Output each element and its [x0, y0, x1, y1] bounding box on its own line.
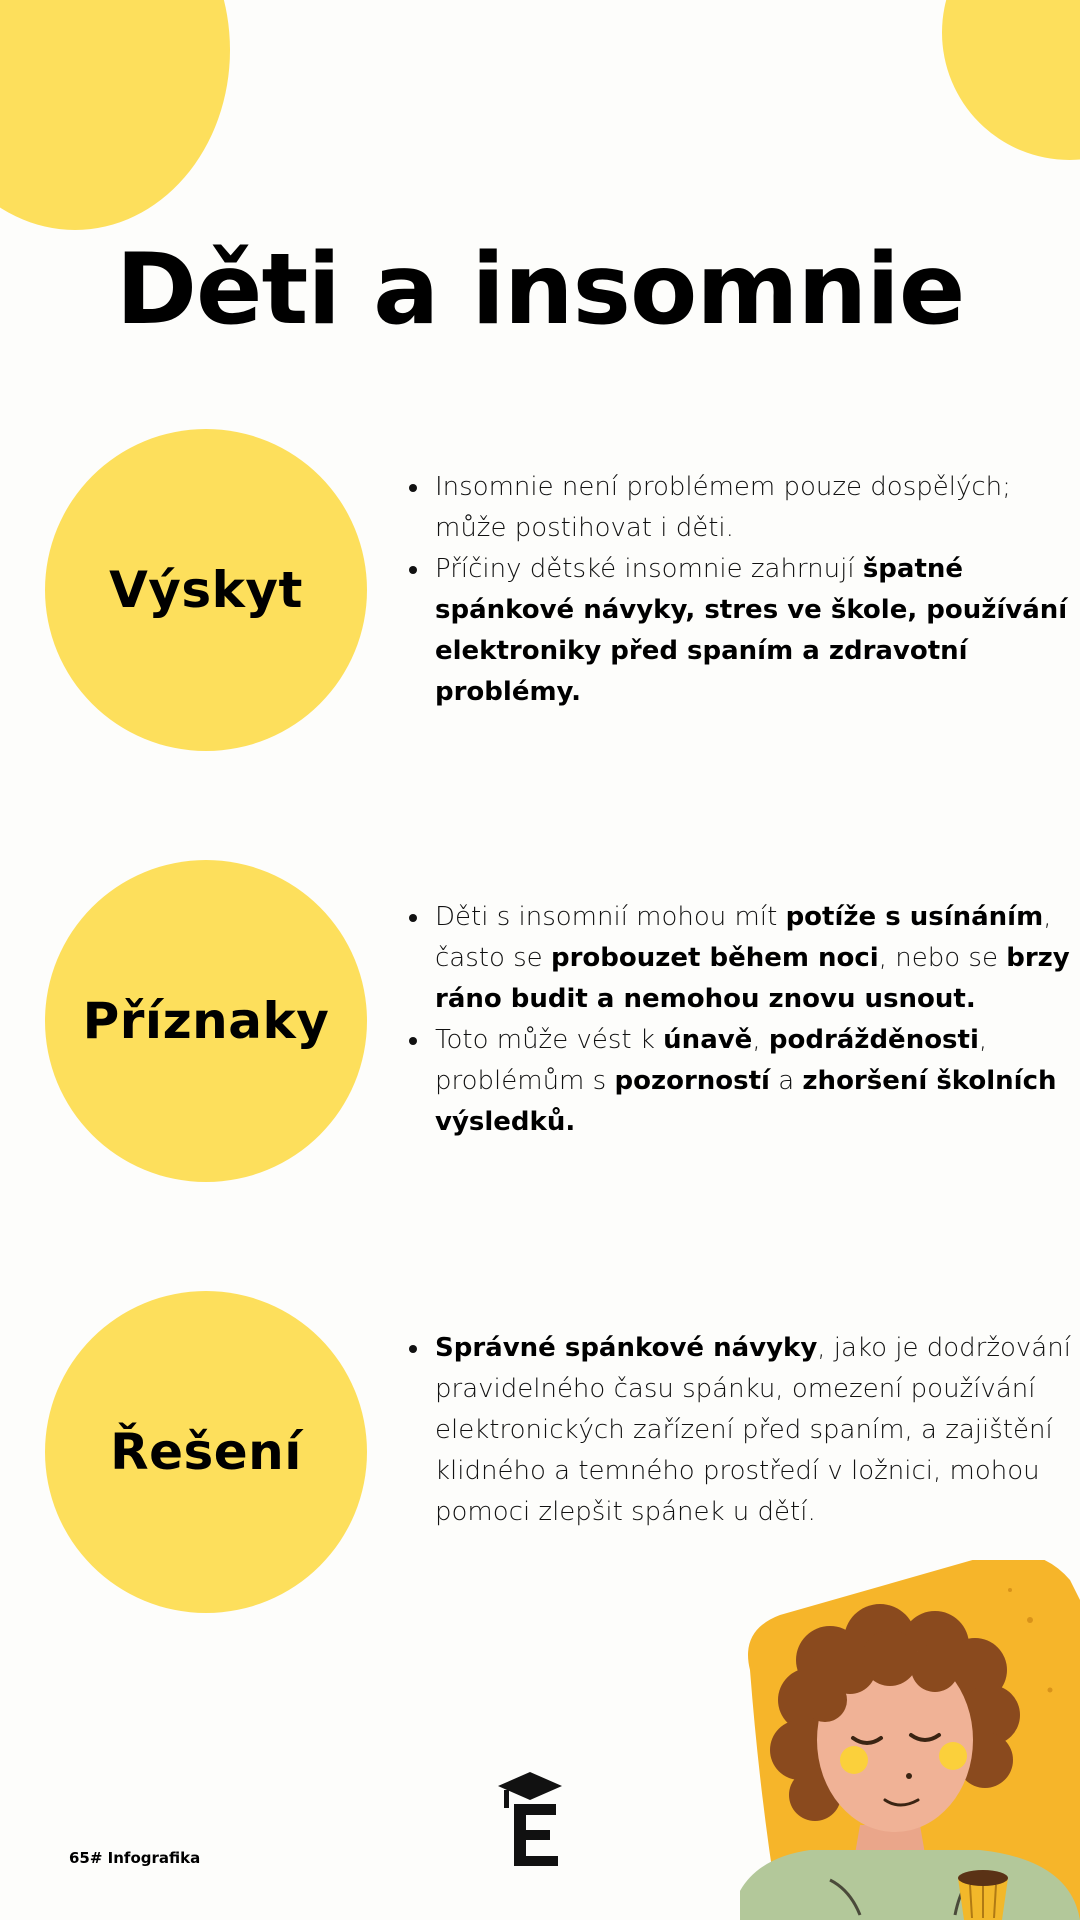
bullet-text-bold: zhoršení školních výsledků.: [435, 1066, 1057, 1137]
bullet-text-bold: podrážděnosti: [768, 1025, 979, 1055]
bullet-text-bold: brzy ráno budit a nemohou znovu usnout.: [435, 943, 1070, 1014]
bullet-item: [435, 1328, 1075, 1533]
section-badge-priznaky: [45, 860, 367, 1182]
graduation-cap-icon: [490, 1764, 580, 1874]
bullet-text-bold: probouzet během noci: [550, 943, 879, 973]
bullet-text-bold: špatné spánkové návyky, stres ve škole, používání elektroniky před spaním a zdravotní problémy.: [435, 554, 1068, 707]
section-badge-reseni: [45, 1291, 367, 1613]
bullet-text: a: [769, 1066, 803, 1096]
bullet-text: ,: [752, 1025, 769, 1055]
bullet-text: Insomnie není problémem pouze dospělých; může postihovat i děti.: [435, 472, 1011, 543]
bullet-text: Děti s insomnií mohou mít: [435, 902, 786, 932]
bullet-text-bold: únavě: [663, 1025, 753, 1055]
logo: [490, 1764, 580, 1874]
bullet-list-priznaky: [405, 897, 1075, 1143]
bullet-list-reseni: [405, 1328, 1075, 1533]
bullet-item: [435, 897, 1075, 1020]
bullet-text-bold: pozorností: [614, 1066, 770, 1096]
section-label: Příznaky: [82, 992, 330, 1050]
decorative-circle-top-right: [942, 0, 1080, 160]
bullet-text: Příčiny dětské insomnie zahrnují: [435, 554, 863, 584]
bullet-text: Toto může vést k: [435, 1025, 664, 1055]
section-label: Řešení: [110, 1423, 302, 1481]
bullet-list-vyskyt: [405, 467, 1075, 713]
bullet-text-bold: potíže s usínáním: [785, 902, 1044, 932]
sleepy-child-illustration: [740, 1560, 1080, 1920]
bullet-text: , problémům s: [435, 1025, 988, 1096]
section-label: Výskyt: [109, 561, 303, 619]
bullet-text: , často se: [435, 902, 1052, 973]
page-title: Děti a insomnie: [115, 233, 965, 347]
bullet-item: [435, 1020, 1075, 1143]
bullet-item: [435, 549, 1075, 713]
section-badge-vyskyt: [45, 429, 367, 751]
bullet-text-bold: Správné spánkové návyky: [435, 1333, 818, 1363]
bullet-text: , nebo se: [878, 943, 1007, 973]
sleepy-child-with-cup-icon: [740, 1560, 1080, 1920]
footer-label: 65# Infografika: [69, 1849, 201, 1867]
bullet-item: [435, 467, 1075, 549]
bullet-text: , jako je dodržování pravidelného času spánku, omezení používání elektronických zařízení před spaním, a zajištění klidného a temného prostředí v ložnici, mohou pomoci zlepšit spánek u dětí.: [435, 1333, 1071, 1527]
decorative-circle-top-left: [0, 0, 230, 230]
